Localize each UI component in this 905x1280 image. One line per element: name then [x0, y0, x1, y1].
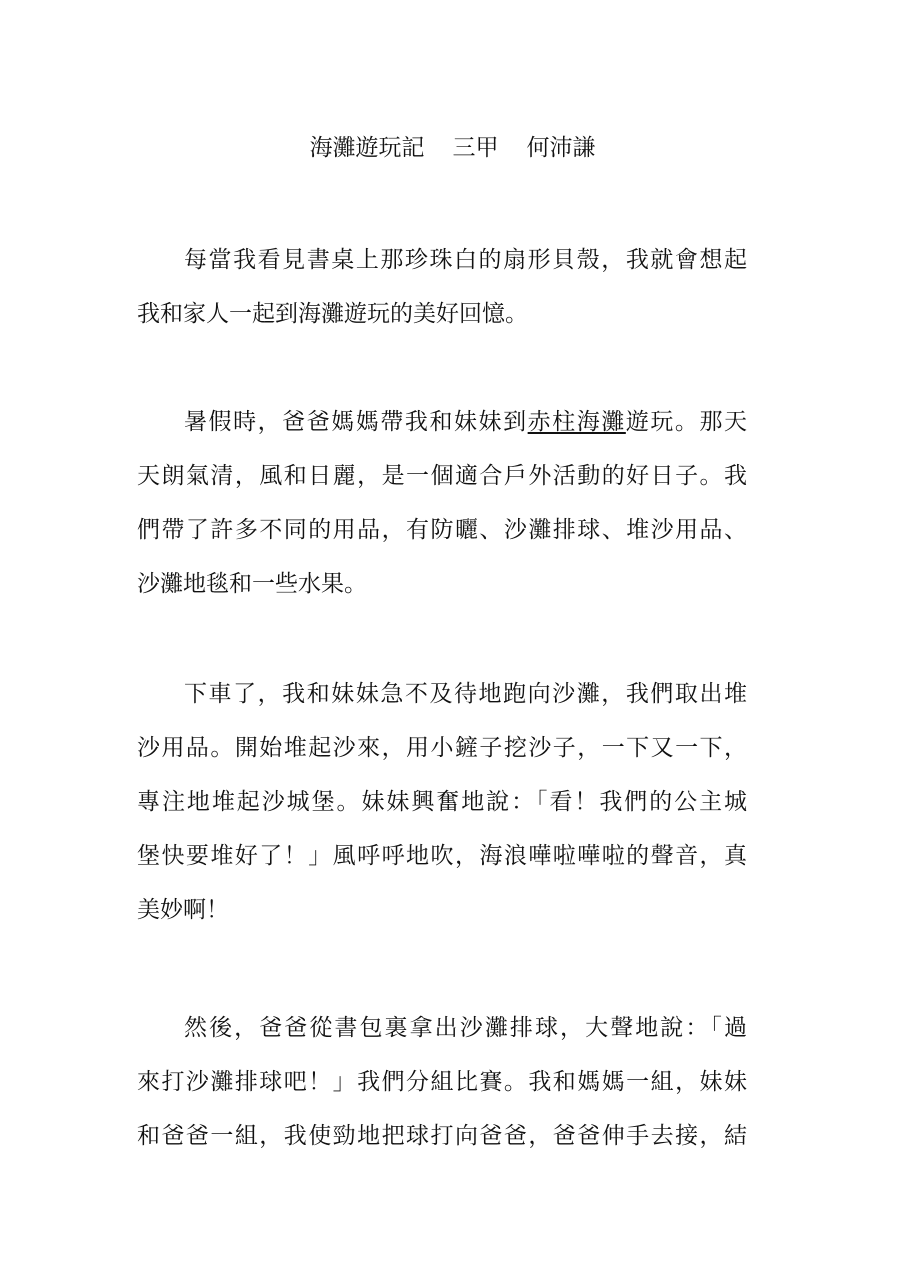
text-line	[137, 395, 747, 449]
text-line: 沙灘地毯和一些水果。	[137, 571, 367, 597]
class-name: 三甲	[452, 135, 499, 161]
text-line: 我和家人一起到海灘遊玩的美好回憶。	[137, 301, 528, 327]
text-line: 美妙啊！	[137, 897, 229, 923]
author-name: 何沛謙	[526, 135, 596, 161]
text-segment: 暑假時，爸爸媽媽帶我和妹妹到	[184, 409, 528, 435]
paragraph-4	[137, 1001, 747, 1163]
text-line: 每當我看見書桌上那珍珠白的扇形貝殼，我就會想起	[184, 247, 747, 273]
text-line: 下車了，我和妹妹急不及待地跑向沙灘，我們取出堆	[184, 681, 747, 707]
document-title	[0, 130, 905, 166]
text-line: 來打沙灘排球吧！」我們分組比賽。我和媽媽一組，妹妹	[137, 1069, 747, 1095]
essay-title: 海灘遊玩記	[309, 135, 425, 161]
text-line: 和爸爸一組，我使勁地把球打向爸爸，爸爸伸手去接，結	[137, 1123, 747, 1149]
paragraph-1	[137, 233, 747, 341]
text-line: 們帶了許多不同的用品，有防曬、沙灘排球、堆沙用品、	[137, 517, 747, 543]
text-line: 沙用品。開始堆起沙來，用小鏟子挖沙子，一下又一下，	[137, 735, 747, 761]
text-line: 天朗氣清，風和日麗，是一個適合戶外活動的好日子。我	[137, 463, 747, 489]
text-line: 專注地堆起沙城堡。妹妹興奮地說：「看！我們的公主城	[137, 789, 747, 815]
text-line: 堡快要堆好了！」風呼呼地吹，海浪嘩啦嘩啦的聲音，真	[137, 843, 747, 869]
underlined-place-name: 赤柱海灘	[527, 409, 626, 435]
paragraph-3	[137, 667, 747, 937]
paragraph-2	[137, 395, 747, 611]
text-line: 然後，爸爸從書包裏拿出沙灘排球，大聲地說：「過	[184, 1015, 747, 1041]
text-segment: 遊玩。那天	[625, 409, 748, 435]
